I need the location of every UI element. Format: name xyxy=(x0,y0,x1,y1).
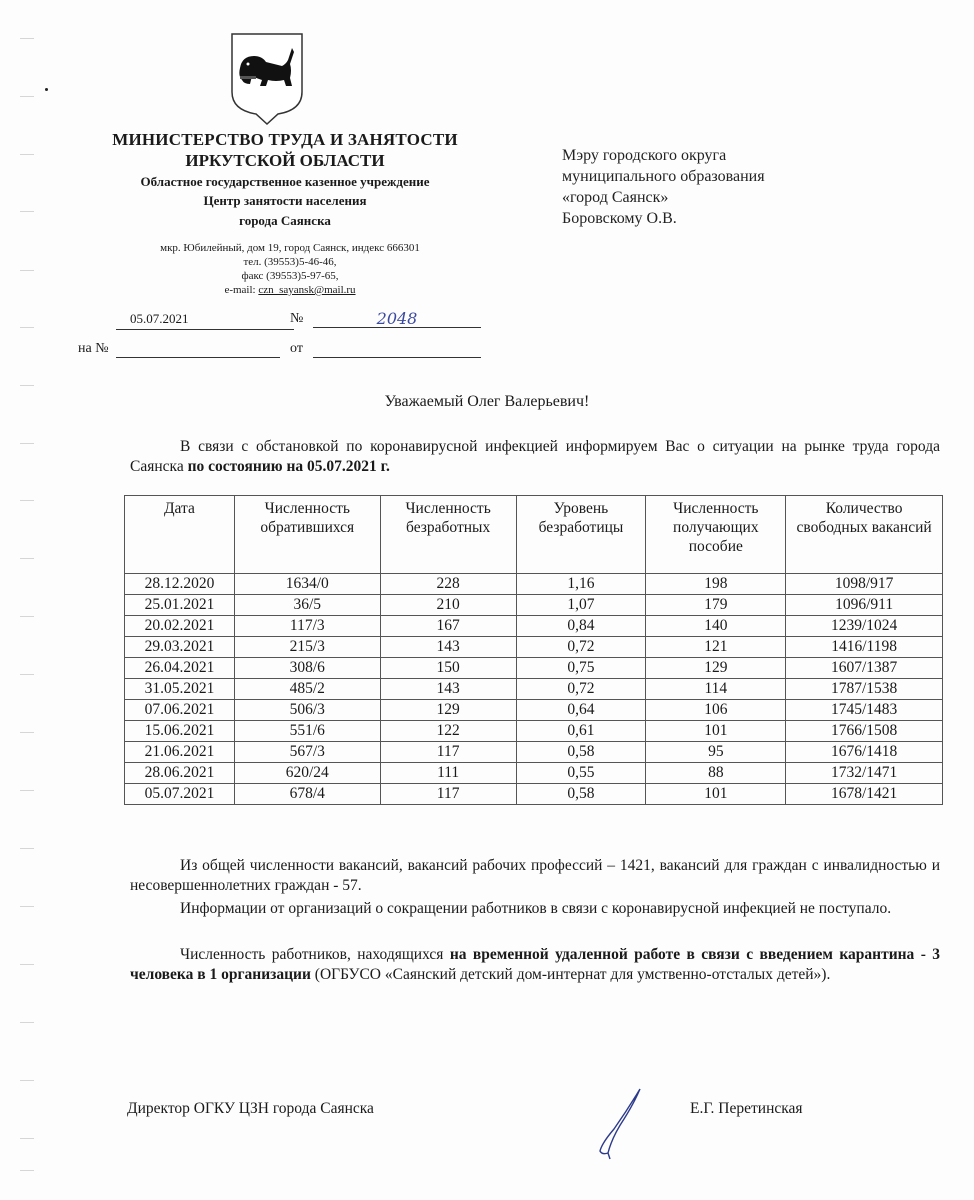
margin-tick xyxy=(20,674,34,675)
cell-unemployed: 150 xyxy=(380,658,516,679)
margin-tick xyxy=(20,964,34,965)
vacancies-paragraph: Из общей численности вакансий, вакансий рабочих профессий – 1421, вакансий для граждан с инвалидностью и несовершеннолетних граждан - 57. xyxy=(130,857,940,894)
cell-vacancies: 1239/1024 xyxy=(786,616,943,637)
col-header-unemployment-rate: Уровень безработицы xyxy=(516,496,646,574)
table-body xyxy=(125,574,943,805)
cell-applicants: 620/24 xyxy=(234,763,380,784)
col-header-unemployed: Численность безработных xyxy=(380,496,516,574)
scan-speck xyxy=(45,88,48,91)
table-row xyxy=(125,658,943,679)
cell-date: 07.06.2021 xyxy=(125,700,235,721)
cell-benefit-recipients: 95 xyxy=(646,742,786,763)
table-row xyxy=(125,784,943,805)
recipient-block xyxy=(562,145,765,229)
table-row xyxy=(125,742,943,763)
margin-tick xyxy=(20,732,34,733)
address: мкр. Юбилейный, дом 19, город Саянск, индекс 666301 xyxy=(160,242,420,254)
margin-tick xyxy=(20,616,34,617)
cell-unemployment-rate: 0,84 xyxy=(516,616,646,637)
phone: тел. (39553)5-46-46, xyxy=(243,256,337,268)
cell-date: 31.05.2021 xyxy=(125,679,235,700)
cell-unemployed: 143 xyxy=(380,679,516,700)
intro-bold: по состоянию на 05.07.2021 г. xyxy=(187,458,390,475)
cell-unemployed: 122 xyxy=(380,721,516,742)
margin-tick xyxy=(20,1022,34,1023)
cell-applicants: 678/4 xyxy=(234,784,380,805)
cell-unemployment-rate: 0,72 xyxy=(516,637,646,658)
cell-applicants: 567/3 xyxy=(234,742,380,763)
cell-date: 15.06.2021 xyxy=(125,721,235,742)
cell-vacancies: 1096/911 xyxy=(786,595,943,616)
ministry-name-line1: МИНИСТЕРСТВО ТРУДА И ЗАНЯТОСТИ xyxy=(112,130,458,149)
cell-unemployed: 117 xyxy=(380,784,516,805)
cell-date: 26.04.2021 xyxy=(125,658,235,679)
email-link[interactable]: czn_sayansk@mail.ru xyxy=(258,284,356,296)
remote-suffix: (ОГБУСО «Саянский детский дом-интернат для умственно-отсталых детей»). xyxy=(310,966,831,983)
table-row xyxy=(125,637,943,658)
intro-text: В связи с обстановкой по коронавирусной инфекцией информируем Вас о ситуации на рынке труда города Саянска xyxy=(130,438,940,475)
institution-line3: города Саянска xyxy=(239,213,331,228)
from-date-field xyxy=(313,339,481,358)
recipient-line1: Мэру городского округа xyxy=(562,147,727,164)
cell-benefit-recipients: 101 xyxy=(646,784,786,805)
cell-vacancies: 1678/1421 xyxy=(786,784,943,805)
cell-benefit-recipients: 101 xyxy=(646,721,786,742)
cell-unemployment-rate: 0,75 xyxy=(516,658,646,679)
cell-unemployed: 111 xyxy=(380,763,516,784)
cell-benefit-recipients: 88 xyxy=(646,763,786,784)
intro-paragraph xyxy=(130,437,940,477)
table-row xyxy=(125,595,943,616)
cell-vacancies: 1416/1198 xyxy=(786,637,943,658)
remote-bold: на временной удаленной работе в связи с введением карантина - 3 человека в 1 организации xyxy=(130,946,941,983)
cell-applicants: 551/6 xyxy=(234,721,380,742)
outgoing-date: 05.07.2021 xyxy=(116,311,294,330)
cell-date: 20.02.2021 xyxy=(125,616,235,637)
labor-market-table xyxy=(124,495,943,805)
cell-vacancies: 1766/1508 xyxy=(786,721,943,742)
cell-applicants: 308/6 xyxy=(234,658,380,679)
cell-benefit-recipients: 179 xyxy=(646,595,786,616)
cell-vacancies: 1607/1387 xyxy=(786,658,943,679)
cell-unemployment-rate: 0,58 xyxy=(516,784,646,805)
cell-benefit-recipients: 129 xyxy=(646,658,786,679)
cell-applicants: 506/3 xyxy=(234,700,380,721)
table-row xyxy=(125,616,943,637)
col-header-vacancies: Количество свободных вакансий xyxy=(786,496,943,574)
margin-tick xyxy=(20,154,34,155)
email-line xyxy=(100,283,480,297)
margin-tick xyxy=(20,558,34,559)
cell-unemployed: 228 xyxy=(380,574,516,595)
cell-unemployment-rate: 1,16 xyxy=(516,574,646,595)
cell-unemployed: 167 xyxy=(380,616,516,637)
handwritten-signature-icon xyxy=(588,1085,648,1160)
cell-unemployed: 210 xyxy=(380,595,516,616)
margin-tick xyxy=(20,500,34,501)
cell-unemployment-rate: 0,72 xyxy=(516,679,646,700)
cell-benefit-recipients: 198 xyxy=(646,574,786,595)
signatory-title: Директор ОГКУ ЦЗН города Саянска xyxy=(127,1100,374,1117)
margin-tick xyxy=(20,848,34,849)
cell-unemployment-rate: 0,58 xyxy=(516,742,646,763)
recipient-line4: Боровскому О.В. xyxy=(562,210,677,227)
margin-tick xyxy=(20,327,34,328)
cell-date: 28.06.2021 xyxy=(125,763,235,784)
cell-unemployment-rate: 0,55 xyxy=(516,763,646,784)
recipient-line2: муниципального образования xyxy=(562,168,765,185)
remote-work-paragraph xyxy=(130,945,940,985)
margin-tick xyxy=(20,38,34,39)
cell-benefit-recipients: 114 xyxy=(646,679,786,700)
recipient-line3: «город Саянск» xyxy=(562,189,669,206)
margin-tick xyxy=(20,906,34,907)
layoffs-paragraph: Информации от организаций о сокращении работников в связи с коронавирусной инфекцией не поступало. xyxy=(180,900,892,917)
ref-label: на № xyxy=(78,341,109,356)
cell-applicants: 1634/0 xyxy=(234,574,380,595)
cell-benefit-recipients: 140 xyxy=(646,616,786,637)
fax: факс (39553)5-97-65, xyxy=(241,270,339,282)
margin-tick xyxy=(20,211,34,212)
col-header-date: Дата xyxy=(125,496,235,574)
cell-benefit-recipients: 121 xyxy=(646,637,786,658)
signatory-name: Е.Г. Перетинская xyxy=(690,1100,803,1117)
table-row xyxy=(125,721,943,742)
cell-date: 05.07.2021 xyxy=(125,784,235,805)
cell-unemployed: 143 xyxy=(380,637,516,658)
cell-applicants: 117/3 xyxy=(234,616,380,637)
margin-tick xyxy=(20,1138,34,1139)
coat-of-arms-icon xyxy=(228,30,306,126)
from-label: от xyxy=(290,341,303,356)
number-label: № xyxy=(290,311,304,326)
margin-tick xyxy=(20,790,34,791)
cell-date: 25.01.2021 xyxy=(125,595,235,616)
cell-vacancies: 1676/1418 xyxy=(786,742,943,763)
margin-tick xyxy=(20,1170,34,1171)
outgoing-number xyxy=(313,309,481,328)
institution-line2: Центр занятости населения xyxy=(203,193,367,208)
cell-benefit-recipients: 106 xyxy=(646,700,786,721)
cell-vacancies: 1098/917 xyxy=(786,574,943,595)
margin-tick xyxy=(20,270,34,271)
cell-date: 28.12.2020 xyxy=(125,574,235,595)
cell-vacancies: 1787/1538 xyxy=(786,679,943,700)
cell-unemployed: 117 xyxy=(380,742,516,763)
handwritten-number: 2048 xyxy=(376,309,418,328)
institution-line1: Областное государственное казенное учреждение xyxy=(140,174,430,189)
margin-tick xyxy=(20,1080,34,1081)
ref-number-field xyxy=(116,339,280,358)
col-header-benefit-recipients: Численность получающих пособие xyxy=(646,496,786,574)
cell-date: 29.03.2021 xyxy=(125,637,235,658)
table-row xyxy=(125,679,943,700)
cell-unemployment-rate: 1,07 xyxy=(516,595,646,616)
margin-tick xyxy=(20,96,34,97)
ministry-name-line2: ИРКУТСКОЙ ОБЛАСТИ xyxy=(185,151,385,170)
table-row xyxy=(125,700,943,721)
remote-prefix: Численность работников, находящихся xyxy=(180,946,450,963)
table-header-row xyxy=(125,496,943,574)
cell-applicants: 485/2 xyxy=(234,679,380,700)
cell-vacancies: 1745/1483 xyxy=(786,700,943,721)
cell-date: 21.06.2021 xyxy=(125,742,235,763)
table-row xyxy=(125,763,943,784)
cell-applicants: 36/5 xyxy=(234,595,380,616)
salutation: Уважаемый Олег Валерьевич! xyxy=(384,393,590,410)
cell-unemployment-rate: 0,64 xyxy=(516,700,646,721)
margin-tick xyxy=(20,443,34,444)
cell-applicants: 215/3 xyxy=(234,637,380,658)
col-header-applicants: Численность обратившихся xyxy=(234,496,380,574)
cell-vacancies: 1732/1471 xyxy=(786,763,943,784)
table-row xyxy=(125,574,943,595)
email-label: e-mail: xyxy=(224,284,259,296)
cell-unemployment-rate: 0,61 xyxy=(516,721,646,742)
margin-tick xyxy=(20,385,34,386)
cell-unemployed: 129 xyxy=(380,700,516,721)
